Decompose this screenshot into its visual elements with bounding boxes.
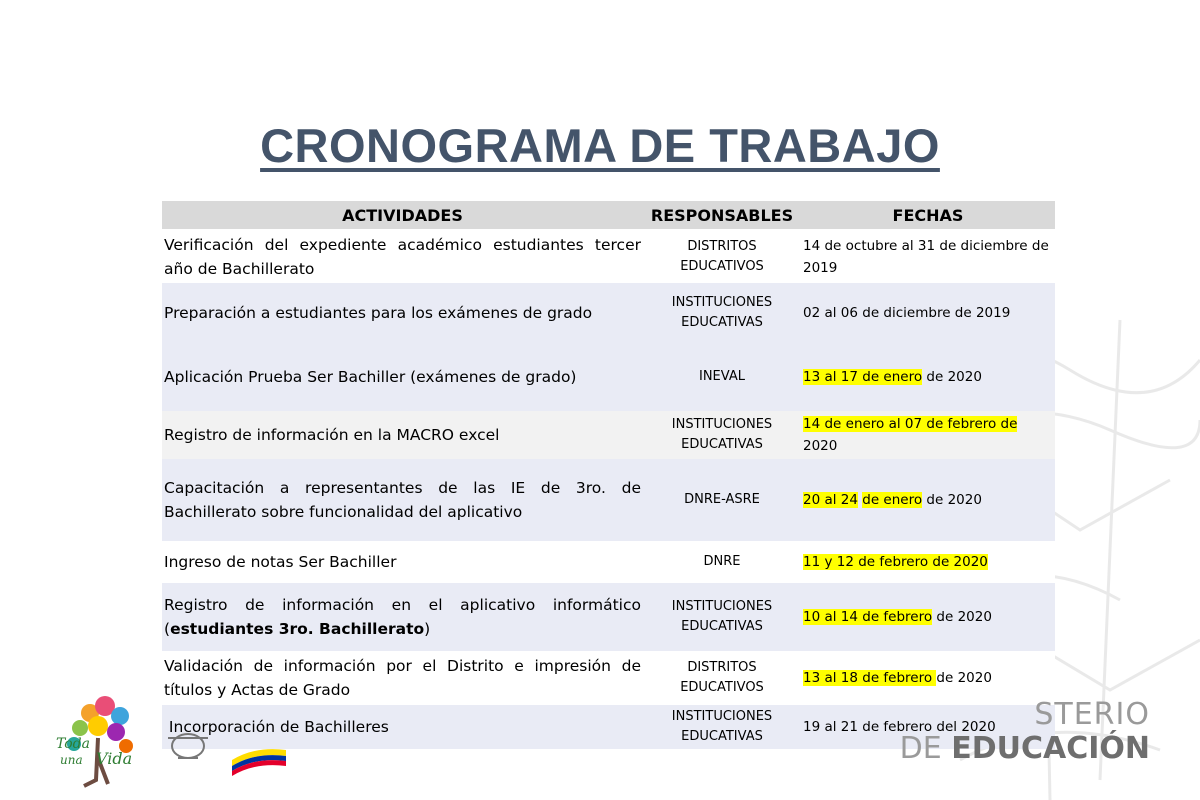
activity-cell: Capacitación a representantes de las IE de 3ro. de Bachillerato sobre funcionalidad del aplicativo [162, 459, 643, 541]
date-cell [801, 230, 1055, 283]
responsible-cell: INSTITUCIONES EDUCATIVAS [643, 411, 801, 459]
date-cell [801, 583, 1055, 651]
date-cell [801, 541, 1055, 583]
footer-logos [50, 688, 300, 800]
date-text: de 2020 [932, 609, 992, 625]
date-highlight-2: de enero [862, 492, 923, 508]
ministry-logo-line2 [900, 732, 1150, 766]
activity-cell: Verificación del expediente académico estudiantes tercer año de Bachillerato [162, 230, 643, 283]
activity-cell [162, 583, 643, 651]
responsible-cell: DISTRITOS EDUCATIVOS [643, 230, 801, 283]
date-highlight: 20 al 24 [803, 492, 858, 508]
activity-text-end: ) [424, 620, 431, 638]
table-row [162, 583, 1055, 651]
date-text: de 2020 [922, 492, 982, 508]
date-text: 14 de octubre al 31 de diciembre de 2019 [803, 238, 1049, 276]
date-text: de 2020 [936, 670, 992, 686]
svg-text:una: una [60, 753, 83, 767]
date-cell [801, 459, 1055, 541]
header-responsibles: RESPONSABLES [643, 201, 801, 230]
table-row [162, 230, 1055, 283]
responsible-cell: INSTITUCIONES EDUCATIVAS [643, 583, 801, 651]
date-highlight: 14 de enero al 07 de febrero de [803, 416, 1018, 432]
table-header-row [162, 201, 1055, 230]
date-cell [801, 411, 1055, 459]
toda-una-vida-text: Toda [56, 736, 90, 752]
page-title: CRONOGRAMA DE TRABAJO [260, 119, 940, 172]
date-cell [801, 283, 1055, 343]
activity-cell: Ingreso de notas Ser Bachiller [162, 541, 643, 583]
coat-of-arms-icon [168, 734, 208, 758]
header-dates: FECHAS [801, 201, 1055, 230]
responsible-cell: DNRE [643, 541, 801, 583]
date-text: 19 al 21 de febrero del 2020 [803, 719, 996, 735]
table-row [162, 459, 1055, 541]
responsible-cell: INSTITUCIONES EDUCATIVAS [643, 283, 801, 343]
responsible-cell: DISTRITOS EDUCATIVOS [643, 651, 801, 705]
date-highlight: 13 al 18 de febrero [803, 670, 937, 686]
table-row [162, 283, 1055, 343]
date-highlight: 13 al 17 de enero [803, 369, 923, 385]
date-cell [801, 651, 1055, 705]
activity-text: Registro de información en el aplicativo informático ( [164, 596, 641, 638]
table-row [162, 411, 1055, 459]
svg-text:Vida: Vida [96, 749, 133, 768]
schedule-table [162, 201, 1055, 749]
responsible-cell: INEVAL [643, 343, 801, 411]
responsible-cell: INSTITUCIONES EDUCATIVAS [643, 705, 801, 749]
table-row [162, 343, 1055, 411]
date-highlight: 10 al 14 de febrero [803, 609, 933, 625]
activity-bold-text: estudiantes 3ro. Bachillerato [170, 620, 425, 638]
ministry-logo-educacion: EDUCACIÓN [951, 731, 1150, 766]
date-text: de 2020 [922, 369, 982, 385]
activity-cell: Aplicación Prueba Ser Bachiller (exámenes de grado) [162, 343, 643, 411]
responsible-cell: DNRE-ASRE [643, 459, 801, 541]
date-cell [801, 343, 1055, 411]
ministry-logo [900, 698, 1150, 766]
ecuador-flag-icon [232, 749, 286, 776]
activity-cell: Validación de información por el Distrito e impresión de títulos y Actas de Grado [162, 651, 643, 705]
activity-cell: Incorporación de Bachilleres [162, 705, 643, 749]
ministry-logo-de: DE [899, 731, 952, 766]
ministry-logo-line1: STERIO [1034, 697, 1150, 732]
date-highlight: 11 y 12 de febrero de 2020 [803, 554, 988, 570]
table-row [162, 541, 1055, 583]
date-text: 2020 [803, 438, 838, 454]
activity-cell: Preparación a estudiantes para los exámenes de grado [162, 283, 643, 343]
header-activities: ACTIVIDADES [162, 201, 643, 230]
date-text: 02 al 06 de diciembre de 2019 [803, 305, 1011, 321]
activity-cell: Registro de información en la MACRO excel [162, 411, 643, 459]
